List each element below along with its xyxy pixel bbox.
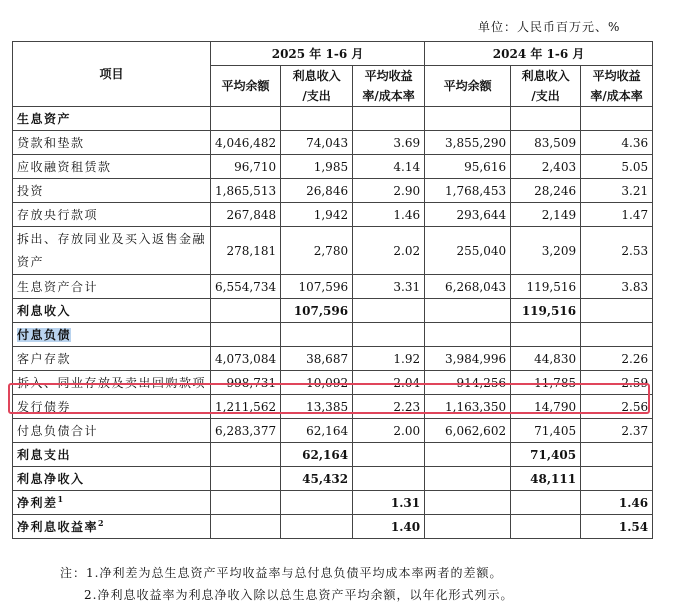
row-value: 1.46	[353, 203, 425, 227]
row-value	[581, 323, 653, 347]
row-value: 38,687	[281, 347, 353, 371]
row-value	[211, 299, 281, 323]
table-row	[13, 107, 653, 131]
header-yield-2025	[353, 66, 425, 107]
row-value	[425, 515, 511, 539]
row-value: 278,181	[211, 227, 281, 275]
row-value: 4,046,482	[211, 131, 281, 155]
row-label-text: 拆出、存放同业及买入返售金融资产	[17, 231, 207, 269]
row-value: 998,731	[211, 371, 281, 395]
table-row	[13, 179, 653, 203]
row-value: 119,516	[511, 275, 581, 299]
row-value	[425, 299, 511, 323]
row-label	[13, 515, 211, 539]
row-value	[581, 299, 653, 323]
table-row	[13, 347, 653, 371]
header-yield-2025-l1: 平均收益	[364, 69, 413, 83]
row-label-text: 生息资产合计	[17, 280, 99, 294]
row-value: 2.04	[353, 371, 425, 395]
footnote-ref: 2	[98, 518, 106, 528]
row-value: 1,211,562	[211, 395, 281, 419]
row-label-text: 利息净收入	[17, 472, 85, 486]
row-value	[511, 323, 581, 347]
row-value: 1.40	[353, 515, 425, 539]
row-value: 10,092	[281, 371, 353, 395]
table-row	[13, 419, 653, 443]
row-label	[13, 179, 211, 203]
header-avg-balance-2025: 平均余额	[211, 66, 281, 107]
row-label-text: 净利息收益率	[17, 520, 99, 534]
header-yield-2024-l1: 平均收益	[592, 69, 641, 83]
row-value: 1.47	[581, 203, 653, 227]
row-value: 62,164	[281, 443, 353, 467]
row-value	[353, 323, 425, 347]
header-interest-2025-l2: /支出	[302, 89, 331, 103]
row-value: 914,256	[425, 371, 511, 395]
row-value: 1.54	[581, 515, 653, 539]
row-value	[211, 491, 281, 515]
header-interest-2024-l2: /支出	[531, 89, 560, 103]
row-label-text: 应收融资租赁款	[17, 160, 112, 174]
row-value: 14,790	[511, 395, 581, 419]
row-value	[353, 443, 425, 467]
row-value: 2,780	[281, 227, 353, 275]
row-label-text: 付息负债	[17, 328, 72, 342]
table-row	[13, 131, 653, 155]
row-value: 2.53	[581, 227, 653, 275]
row-label-text: 客户存款	[17, 352, 72, 366]
row-value: 267,848	[211, 203, 281, 227]
row-value	[211, 443, 281, 467]
row-value	[581, 107, 653, 131]
row-value: 3,855,290	[425, 131, 511, 155]
row-value	[281, 515, 353, 539]
unit-label: 单位：人民币百万元、%	[478, 20, 621, 34]
row-label	[13, 155, 211, 179]
row-label	[13, 275, 211, 299]
row-label	[13, 347, 211, 371]
row-value: 1,865,513	[211, 179, 281, 203]
row-value: 3.69	[353, 131, 425, 155]
row-label-text: 利息支出	[17, 448, 72, 462]
header-item: 项目	[13, 42, 211, 107]
row-value	[425, 323, 511, 347]
row-value: 6,283,377	[211, 419, 281, 443]
row-value	[211, 515, 281, 539]
row-value: 1,985	[281, 155, 353, 179]
row-value	[425, 467, 511, 491]
row-value: 107,596	[281, 275, 353, 299]
row-value: 1.31	[353, 491, 425, 515]
row-value: 3,984,996	[425, 347, 511, 371]
row-value	[511, 107, 581, 131]
row-value	[281, 107, 353, 131]
row-label	[13, 227, 211, 275]
row-value: 1.92	[353, 347, 425, 371]
row-value: 2.90	[353, 179, 425, 203]
row-value: 2.00	[353, 419, 425, 443]
table-row	[13, 275, 653, 299]
row-value	[211, 107, 281, 131]
header-yield-2024-l2: 率/成本率	[590, 89, 643, 103]
row-label	[13, 203, 211, 227]
footnote-ref: 1	[57, 494, 65, 504]
row-value: 2.56	[581, 395, 653, 419]
row-label	[13, 299, 211, 323]
row-value	[581, 467, 653, 491]
row-label-text: 利息收入	[17, 304, 72, 318]
table-row	[13, 299, 653, 323]
row-label	[13, 419, 211, 443]
row-value: 3.21	[581, 179, 653, 203]
row-value	[211, 323, 281, 347]
row-value: 45,432	[281, 467, 353, 491]
row-label-text: 投资	[17, 184, 45, 198]
row-value: 2.37	[581, 419, 653, 443]
row-label-text: 拆入、同业存放及卖出回购款项	[17, 376, 207, 390]
row-value: 119,516	[511, 299, 581, 323]
row-value: 1,163,350	[425, 395, 511, 419]
footnote-1: 注：1.净利差为总生息资产平均收益率与总付息负债平均成本率两者的差额。	[60, 566, 503, 580]
footnote-2: 2.净利息收益率为利息净收入除以总生息资产平均余额，以年化形式列示。	[84, 588, 514, 602]
row-value: 6,268,043	[425, 275, 511, 299]
net-interest-table	[12, 41, 653, 539]
header-interest-2024-l1: 利息收入	[521, 69, 570, 83]
row-label-text: 付息负债合计	[17, 424, 99, 438]
row-value: 1.46	[581, 491, 653, 515]
row-value: 13,385	[281, 395, 353, 419]
row-value	[211, 467, 281, 491]
row-value: 6,554,734	[211, 275, 281, 299]
table-row	[13, 155, 653, 179]
row-value	[581, 443, 653, 467]
row-value: 74,043	[281, 131, 353, 155]
header-period-2024: 2024 年 1-6 月	[425, 42, 653, 66]
row-value: 2.26	[581, 347, 653, 371]
row-value: 2.23	[353, 395, 425, 419]
row-value	[353, 107, 425, 131]
table-row	[13, 467, 653, 491]
row-value: 4,073,084	[211, 347, 281, 371]
row-value: 2.02	[353, 227, 425, 275]
row-label-text: 发行债券	[17, 400, 72, 414]
row-label	[13, 131, 211, 155]
row-value: 71,405	[511, 443, 581, 467]
table-row	[13, 491, 653, 515]
row-value: 26,846	[281, 179, 353, 203]
row-value: 4.14	[353, 155, 425, 179]
row-value: 83,509	[511, 131, 581, 155]
row-label	[13, 467, 211, 491]
row-value: 95,616	[425, 155, 511, 179]
row-label-text: 净利差	[17, 496, 58, 510]
row-value: 71,405	[511, 419, 581, 443]
row-label	[13, 323, 211, 347]
row-value	[425, 443, 511, 467]
table-row	[13, 203, 653, 227]
row-value: 44,830	[511, 347, 581, 371]
row-value	[425, 107, 511, 131]
row-value: 2,403	[511, 155, 581, 179]
header-interest-2024	[511, 66, 581, 107]
footnotes	[60, 562, 513, 606]
table-row	[13, 227, 653, 275]
row-value	[425, 491, 511, 515]
row-value: 4.36	[581, 131, 653, 155]
header-yield-2025-l2: 率/成本率	[362, 89, 415, 103]
header-period-2025: 2025 年 1-6 月	[211, 42, 425, 66]
row-value: 2,149	[511, 203, 581, 227]
row-value: 3,209	[511, 227, 581, 275]
row-value	[353, 467, 425, 491]
row-value	[511, 491, 581, 515]
row-value: 107,596	[281, 299, 353, 323]
row-label-text: 贷款和垫款	[17, 136, 85, 150]
row-value	[281, 491, 353, 515]
row-value: 62,164	[281, 419, 353, 443]
row-value: 6,062,602	[425, 419, 511, 443]
header-avg-balance-2024: 平均余额	[425, 66, 511, 107]
row-label-text: 存放央行款项	[17, 208, 99, 222]
table-row	[13, 323, 653, 347]
row-value: 3.31	[353, 275, 425, 299]
row-value: 1,768,453	[425, 179, 511, 203]
row-value: 255,040	[425, 227, 511, 275]
row-value	[511, 515, 581, 539]
row-value	[353, 299, 425, 323]
row-label	[13, 107, 211, 131]
row-value: 28,246	[511, 179, 581, 203]
highlight-box	[8, 383, 650, 414]
table-row	[13, 515, 653, 539]
row-value: 5.05	[581, 155, 653, 179]
row-value: 1,942	[281, 203, 353, 227]
row-label	[13, 491, 211, 515]
row-value: 293,644	[425, 203, 511, 227]
row-label	[13, 443, 211, 467]
header-yield-2024	[581, 66, 653, 107]
row-value: 96,710	[211, 155, 281, 179]
row-label-text: 生息资产	[17, 112, 72, 126]
header-interest-2025-l1: 利息收入	[292, 69, 341, 83]
header-interest-2025	[281, 66, 353, 107]
row-value: 3.83	[581, 275, 653, 299]
row-value	[281, 323, 353, 347]
row-value: 2.59	[581, 371, 653, 395]
table-row	[13, 443, 653, 467]
row-value: 11,785	[511, 371, 581, 395]
row-value: 48,111	[511, 467, 581, 491]
